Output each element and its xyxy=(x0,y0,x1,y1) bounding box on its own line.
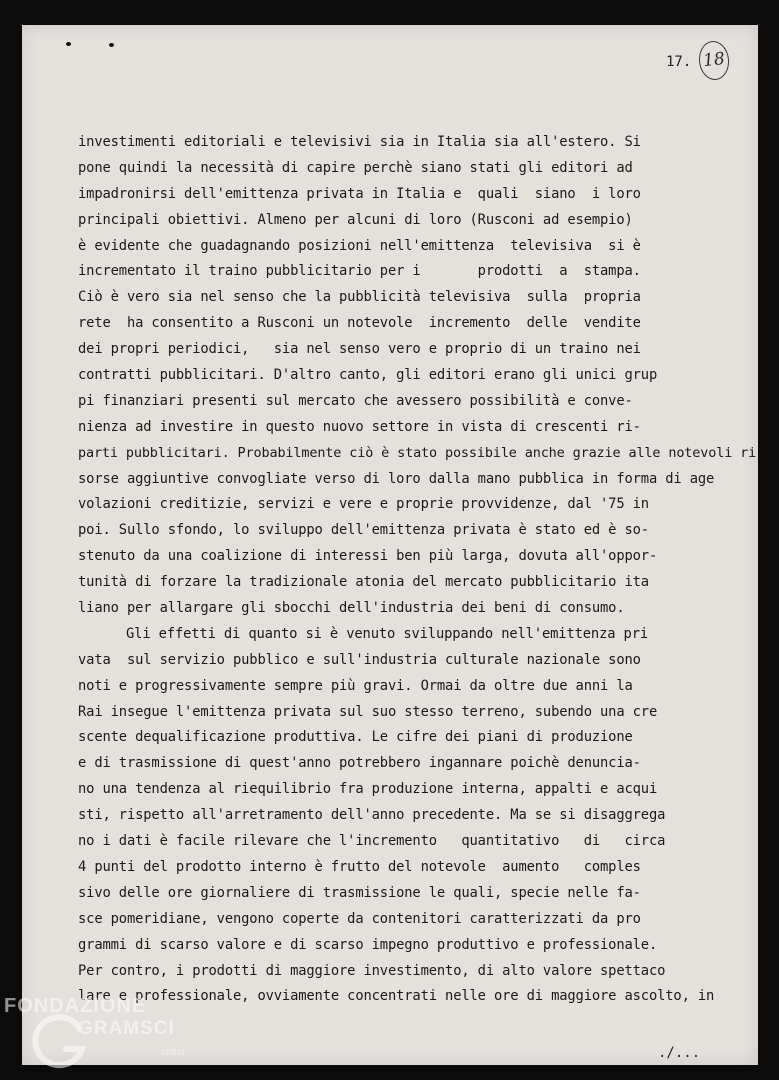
text-line: impadronirsi dell'emittenza privata in Italia e quali siano i loro xyxy=(78,185,641,202)
text-line: sivo delle ore giornaliere di trasmissione le quali, specie nelle fa- xyxy=(78,884,641,901)
text-line: scente dequalificazione produttiva. Le cifre dei piani di produzione xyxy=(78,729,633,746)
typed-text-body xyxy=(78,130,762,1010)
text-line: rete ha consentito a Rusconi un notevole incremento delle vendite xyxy=(78,315,641,332)
text-line: no i dati è facile rilevare che l'incremento quantitativo di circa xyxy=(78,833,666,850)
punch-mark xyxy=(109,43,114,47)
watermark-line2: GRAMSCI xyxy=(78,1018,175,1039)
handwritten-page-number: 18 xyxy=(697,40,731,82)
text-line: investimenti editoriali e televisivi sia in Italia sia all'estero. Si xyxy=(78,134,641,150)
text-line: 4 punti del prodotto interno è frutto del notevole aumento comples xyxy=(78,858,641,875)
document-page xyxy=(22,25,758,1065)
text-line: incrementato il traino pubblicitario per i prodotti a stampa. xyxy=(78,263,641,280)
text-line: sce pomeridiane, vengono coperte da contenitori caratterizzati da pro xyxy=(78,910,641,927)
text-line: tunità di forzare la tradizionale atonia del mercato pubblicitario ita xyxy=(78,574,649,591)
text-line: grammi di scarso valore e di scarso impegno produttivo e professionale. xyxy=(78,936,658,953)
text-line: principali obiettivi. Almeno per alcuni di loro (Rusconi ad esempio) xyxy=(78,211,633,228)
text-line: dei propri periodici, sia nel senso vero e proprio di un traino nei xyxy=(78,341,641,358)
continuation-mark: ./... xyxy=(658,1045,701,1061)
text-line: liano per allargare gli sbocchi dell'industria dei beni di consumo. xyxy=(78,600,625,617)
paragraph-start-line: Gli effetti di quanto si è venuto sviluppando nell'emittenza pri xyxy=(126,625,649,642)
text-line: vata sul servizio pubblico e sull'industria culturale nazionale sono xyxy=(78,651,641,668)
text-line: Ciò è vero sia nel senso che la pubblicità televisiva sulla propria xyxy=(78,289,641,306)
text-line: è evidente che guadagnando posizioni nell'emittenza televisiva si è xyxy=(78,237,641,254)
text-line: parti pubblicitari. Probabilmente ciò è stato possibile anche grazie alle notevoli ri xyxy=(78,444,757,461)
text-line: Per contro, i prodotti di maggiore investimento, di alto valore spettaco xyxy=(78,962,666,979)
text-line: noti e progressivamente sempre più gravi. Ormai da oltre due anni la xyxy=(78,677,633,694)
text-line: sti, rispetto all'arretramento dell'anno precedente. Ma se si disaggrega xyxy=(78,807,666,824)
text-line: nienza ad investire in questo nuovo settore in vista di crescenti ri- xyxy=(78,418,641,435)
text-line: stenuto da una coalizione di interessi ben più larga, dovuta all'oppor- xyxy=(78,548,658,565)
punch-mark xyxy=(66,42,71,46)
text-line: contratti pubblicitari. D'altro canto, gli editori erano gli unici grup xyxy=(78,367,658,384)
text-line: no una tendenza al riequilibrio fra produzione interna, appalti e acqui xyxy=(78,781,658,798)
text-line: e di trasmissione di quest'anno potrebbero ingannare poichè denuncia- xyxy=(78,755,641,772)
text-line: Rai insegue l'emittenza privata sul suo stesso terreno, subendo una cre xyxy=(78,703,658,720)
text-line: lare e professionale, ovviamente concentrati nelle ore di maggiore ascolto, in xyxy=(78,988,715,1005)
fondazione-gramsci-watermark xyxy=(4,995,204,1075)
text-line: pone quindi la necessità di capire perchè siano stati gli editori ad xyxy=(78,159,633,176)
text-line: sorse aggiuntive convogliate verso di loro dalla mano pubblica in forma di age xyxy=(78,470,715,487)
page-number: 17. xyxy=(666,54,692,70)
text-line: pi finanziari presenti sul mercato che avessero possibilità e conve- xyxy=(78,392,633,409)
text-line: poi. Sullo sfondo, lo sviluppo dell'emittenza privata è stato ed è so- xyxy=(78,522,649,539)
text-line: volazioni creditizie, servizi e vere e proprie provvidenze, dal '75 in xyxy=(78,496,649,513)
watermark-line1: FONDAZIONE xyxy=(4,995,147,1017)
watermark-line3: onlus xyxy=(161,1047,185,1058)
